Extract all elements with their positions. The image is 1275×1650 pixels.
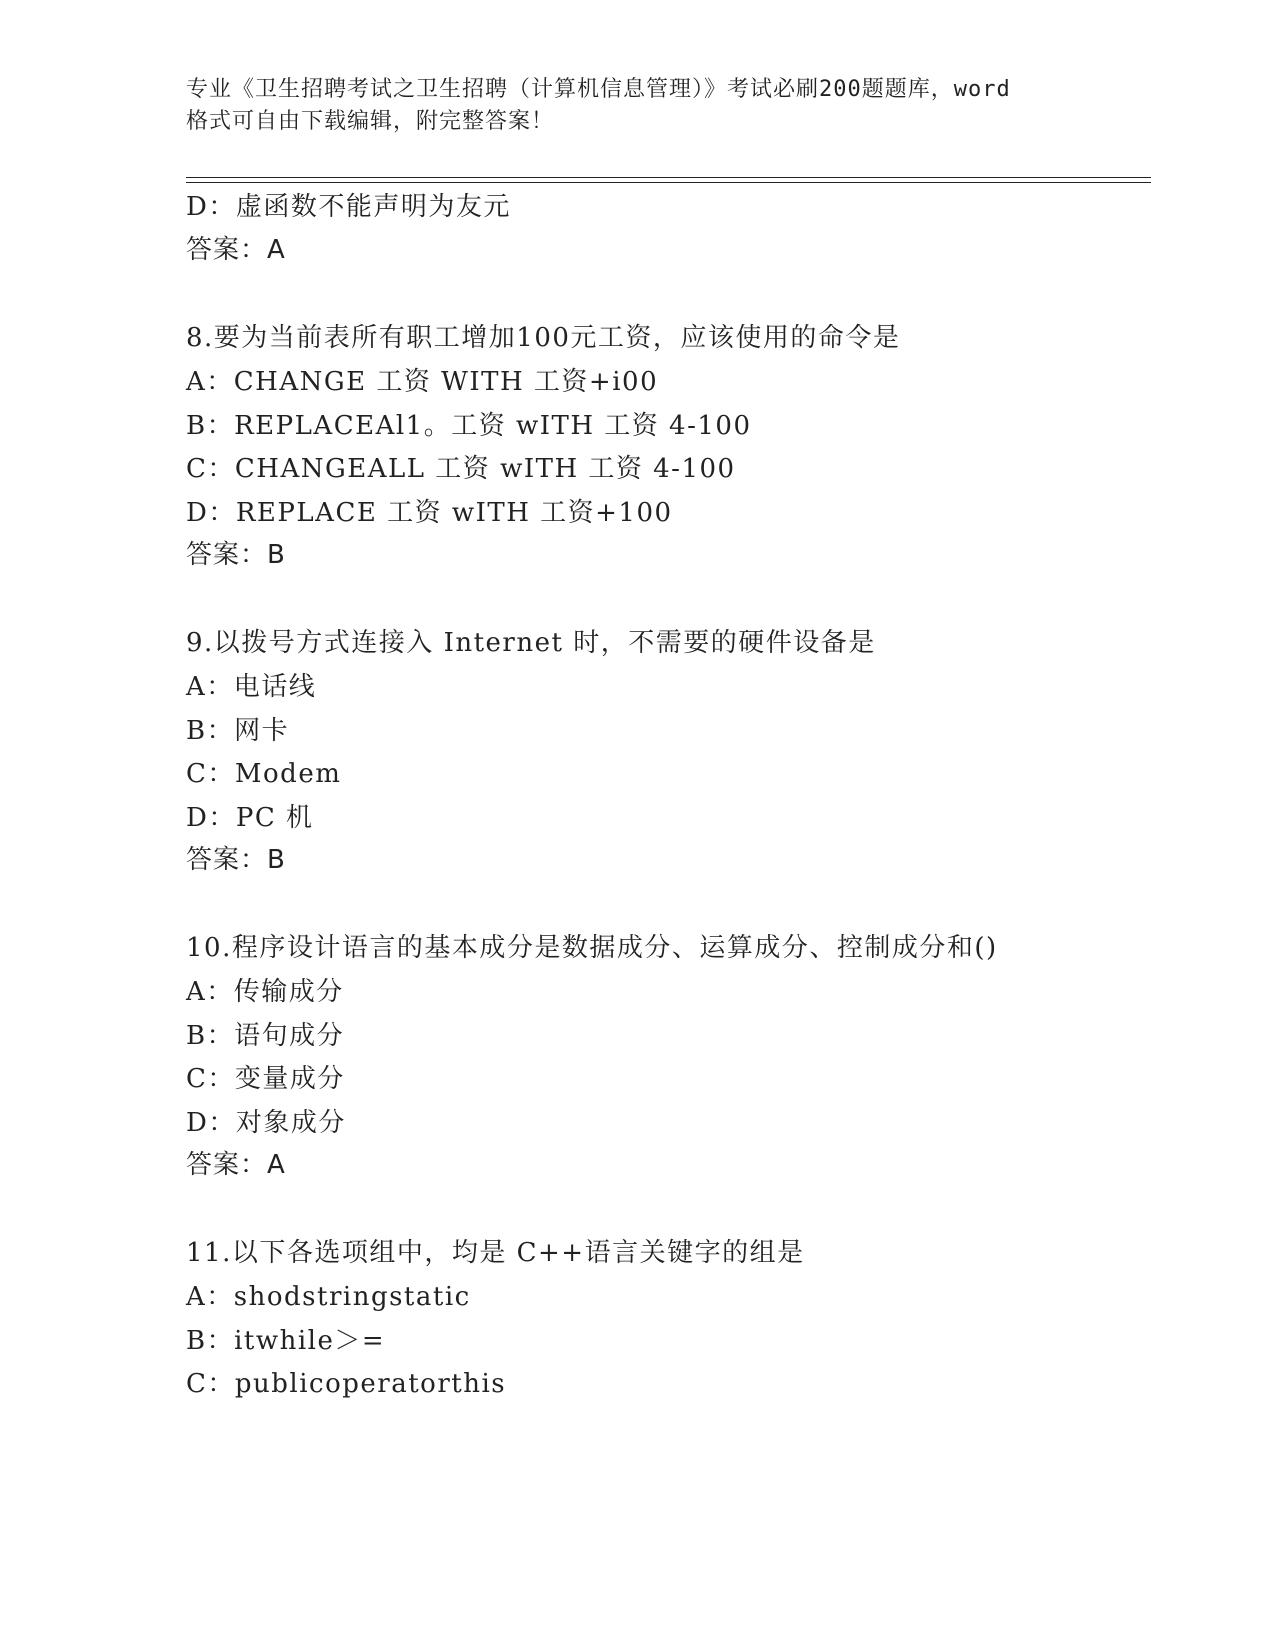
question-11-option-c: C：publicoperatorthis <box>186 1369 507 1399</box>
question-11-option-b: B：itwhile＞= <box>186 1326 386 1356</box>
header-divider-bottom <box>186 182 1151 183</box>
question-9-text: 9.以拨号方式连接入 Internet 时，不需要的硬件设备是 <box>186 628 876 658</box>
document-header <box>186 74 1086 138</box>
question-10-option-a: A：传输成分 <box>186 977 344 1007</box>
question-10-text: 10.程序设计语言的基本成分是数据成分、运算成分、控制成分和() <box>186 933 998 963</box>
question-8-option-d: D：REPLACE 工资 wITH 工资+100 <box>186 498 673 528</box>
question-8-answer: 答案：B <box>186 540 286 570</box>
question-8-option-b: B：REPLACEAl1。工资 wITH 工资 4-100 <box>186 411 752 441</box>
question-9-option-d: D：PC 机 <box>186 803 314 833</box>
header-line-1: 专业《卫生招聘考试之卫生招聘（计算机信息管理）》考试必刷200题题库，word <box>186 77 1011 102</box>
question-8-text: 8.要为当前表所有职工增加100元工资，应该使用的命令是 <box>186 323 901 353</box>
question-10-option-d: D：对象成分 <box>186 1108 346 1138</box>
question-9-option-a: A：电话线 <box>186 672 317 702</box>
previous-option-d: D：虚函数不能声明为友元 <box>186 192 511 222</box>
question-10-answer: 答案：A <box>186 1150 286 1180</box>
question-9-option-b: B：网卡 <box>186 716 290 746</box>
question-8-option-c: C：CHANGEALL 工资 wITH 工资 4-100 <box>186 454 736 484</box>
question-9-answer: 答案：B <box>186 845 286 875</box>
question-8-option-a: A：CHANGE 工资 WITH 工资+i00 <box>186 367 659 397</box>
previous-answer: 答案：A <box>186 235 286 265</box>
question-9-option-c: C：Modem <box>186 759 342 789</box>
question-11-option-a: A：shodstringstatic <box>186 1282 471 1312</box>
question-10-option-c: C：变量成分 <box>186 1064 345 1094</box>
question-10-option-b: B：语句成分 <box>186 1021 345 1051</box>
question-11-text: 11.以下各选项组中，均是 C++语言关键字的组是 <box>186 1238 805 1268</box>
header-divider-top <box>186 177 1151 178</box>
header-line-2: 格式可自由下载编辑，附完整答案！ <box>186 109 555 134</box>
